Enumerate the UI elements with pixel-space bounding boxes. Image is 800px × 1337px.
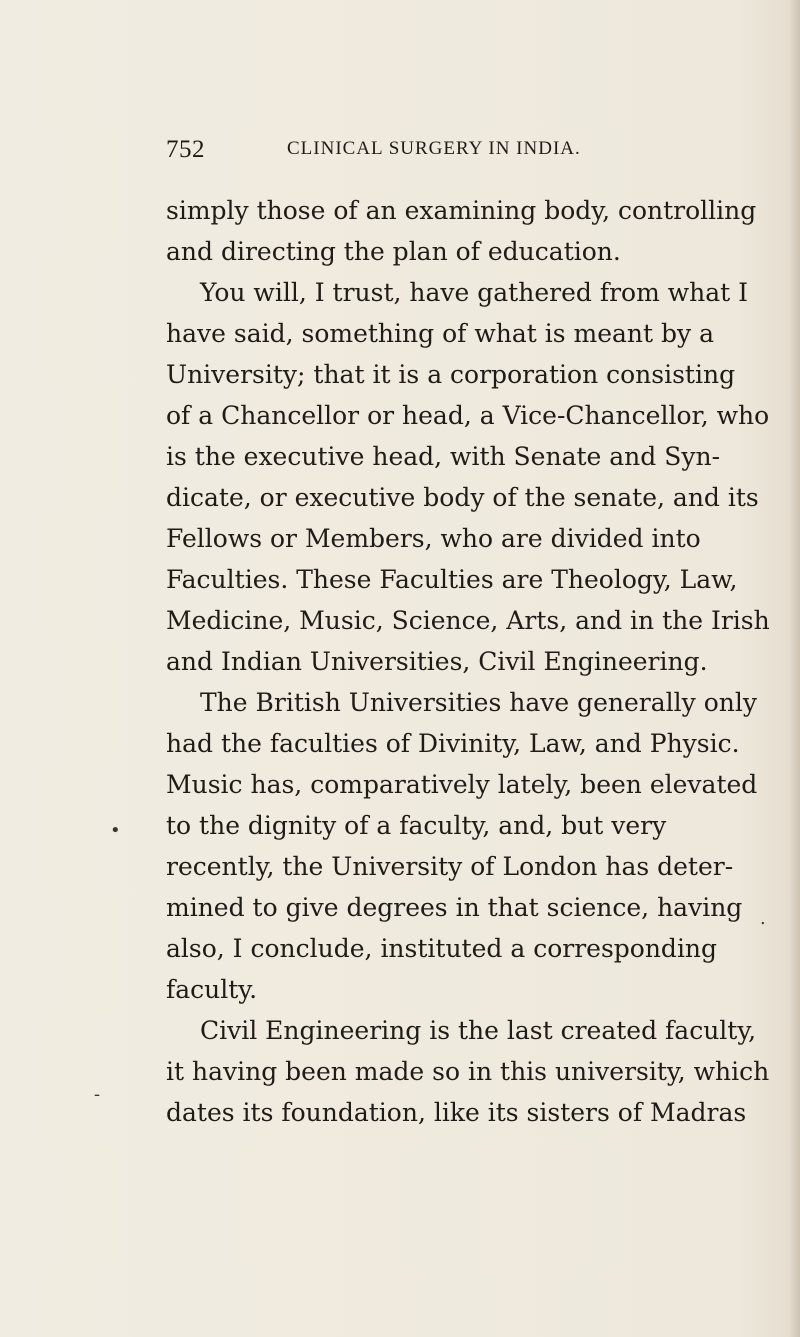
text-line-2: and directing the plan of education.	[166, 237, 621, 266]
left-margin-mark-2: -	[94, 1084, 101, 1105]
page-number: 752	[166, 136, 205, 163]
text-line-11: Medicine, Music, Science, Arts, and in the Irish	[166, 606, 770, 635]
left-margin-mark-1: •	[110, 820, 121, 841]
text-line-17: recently, the University of London has deter-	[166, 852, 734, 881]
text-line-4: have said, something of what is meant by a	[166, 319, 714, 348]
text-line-18: mined to give degrees in that science, having	[166, 893, 743, 922]
text-line-21: Civil Engineering is the last created faculty,	[200, 1016, 757, 1045]
right-margin-mark-1: .	[760, 908, 766, 929]
text-line-5: University; that it is a corporation consisting	[166, 360, 736, 389]
running-head: CLINICAL SURGERY IN INDIA.	[287, 138, 581, 159]
text-line-6: of a Chancellor or head, a Vice-Chancellor, who	[166, 401, 770, 430]
text-line-13: The British Universities have generally only	[200, 688, 757, 717]
page-edge-shadow	[788, 0, 800, 1337]
text-line-12: and Indian Universities, Civil Engineering.	[166, 647, 708, 676]
text-line-20: faculty.	[166, 975, 258, 1004]
text-line-14: had the faculties of Divinity, Law, and Physic.	[166, 729, 740, 758]
text-line-8: dicate, or executive body of the senate, and its	[166, 483, 759, 512]
page-header	[166, 136, 636, 172]
body-text	[166, 190, 770, 1133]
text-line-22: it having been made so in this university, which	[166, 1057, 770, 1086]
text-line-1: simply those of an examining body, controlling	[166, 196, 757, 225]
text-line-23: dates its foundation, like its sisters of Madras	[166, 1098, 747, 1127]
text-line-9: Fellows or Members, who are divided into	[166, 524, 701, 553]
text-line-16: to the dignity of a faculty, and, but very	[166, 811, 667, 840]
text-line-19: also, I conclude, instituted a corresponding	[166, 934, 718, 963]
text-line-15: Music has, comparatively lately, been elevated	[166, 770, 758, 799]
text-line-7: is the executive head, with Senate and Syn-	[166, 442, 721, 471]
text-line-3: You will, I trust, have gathered from what I	[200, 278, 748, 307]
text-line-10: Faculties. These Faculties are Theology, Law,	[166, 565, 738, 594]
